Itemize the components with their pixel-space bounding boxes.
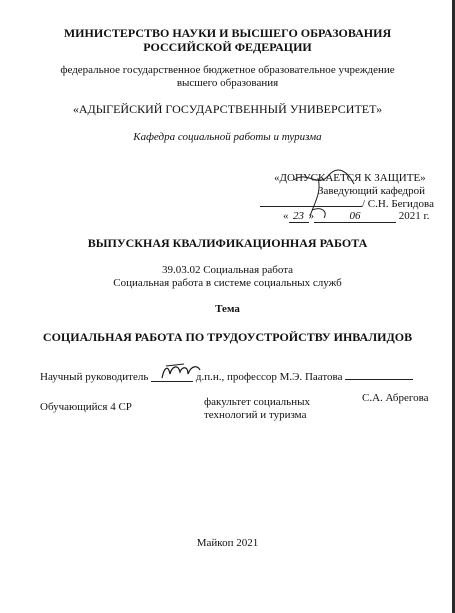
date-year: 2021 г. [398,210,430,222]
admitted-to-defense: «ДОПУСКАЕТСЯ К ЗАЩИТЕ» [274,172,426,184]
topic-title: СОЦИАЛЬНАЯ РАБОТА ПО ТРУДОУСТРОЙСТВУ ИНВАЛИДОВ [42,330,413,344]
head-of-department-title: Заведующий кафедрой [318,185,425,197]
date-day: 23 [289,210,309,223]
head-signature-scribble [288,166,368,222]
faculty-line-1: факультет социальных [204,396,310,408]
supervisor-details: д.п.н., профессор М.Э. Паатова [195,371,343,383]
supervisor-row [40,369,413,383]
ministry-line-2: РОССИЙСКОЙ ФЕДЕРАЦИИ [143,40,312,54]
ministry-line-1: МИНИСТЕРСТВО НАУКИ И ВЫСШЕГО ОБРАЗОВАНИЯ [63,26,392,40]
city-year: Майкоп 2021 [196,537,259,549]
department-name: Кафедра социальной работы и туризма [133,131,322,143]
date-month: 06 [314,210,396,223]
supervisor-label: Научный руководитель [40,371,149,383]
institution-type-line-2: высшего образования [176,77,279,89]
specialty-profile: Социальная работа в системе социальных служб [113,277,342,289]
institution-type-line-1: федеральное государственное бюджетное образовательное учреждение [60,64,395,76]
faculty-line-2: технологий и туризма [204,409,307,421]
topic-label: Тема [215,303,240,315]
supervisor-signature [158,360,204,384]
student-label: Обучающийся 4 СР [40,401,132,413]
student-name: С.А. Абрегова [362,392,429,404]
head-of-department-name: / С.Н. Бегидова [362,198,434,210]
specialty-code: 39.03.02 Социальная работа [161,264,294,276]
university-name: «АДЫГЕЙСКИЙ ГОСУДАРСТВЕННЫЙ УНИВЕРСИТЕТ» [72,102,383,116]
approval-date: « 23 » 06 2021 г. [283,210,430,222]
work-type: ВЫПУСКНАЯ КВАЛИФИКАЦИОННАЯ РАБОТА [87,236,368,250]
supervisor-trailing-line [345,379,413,380]
